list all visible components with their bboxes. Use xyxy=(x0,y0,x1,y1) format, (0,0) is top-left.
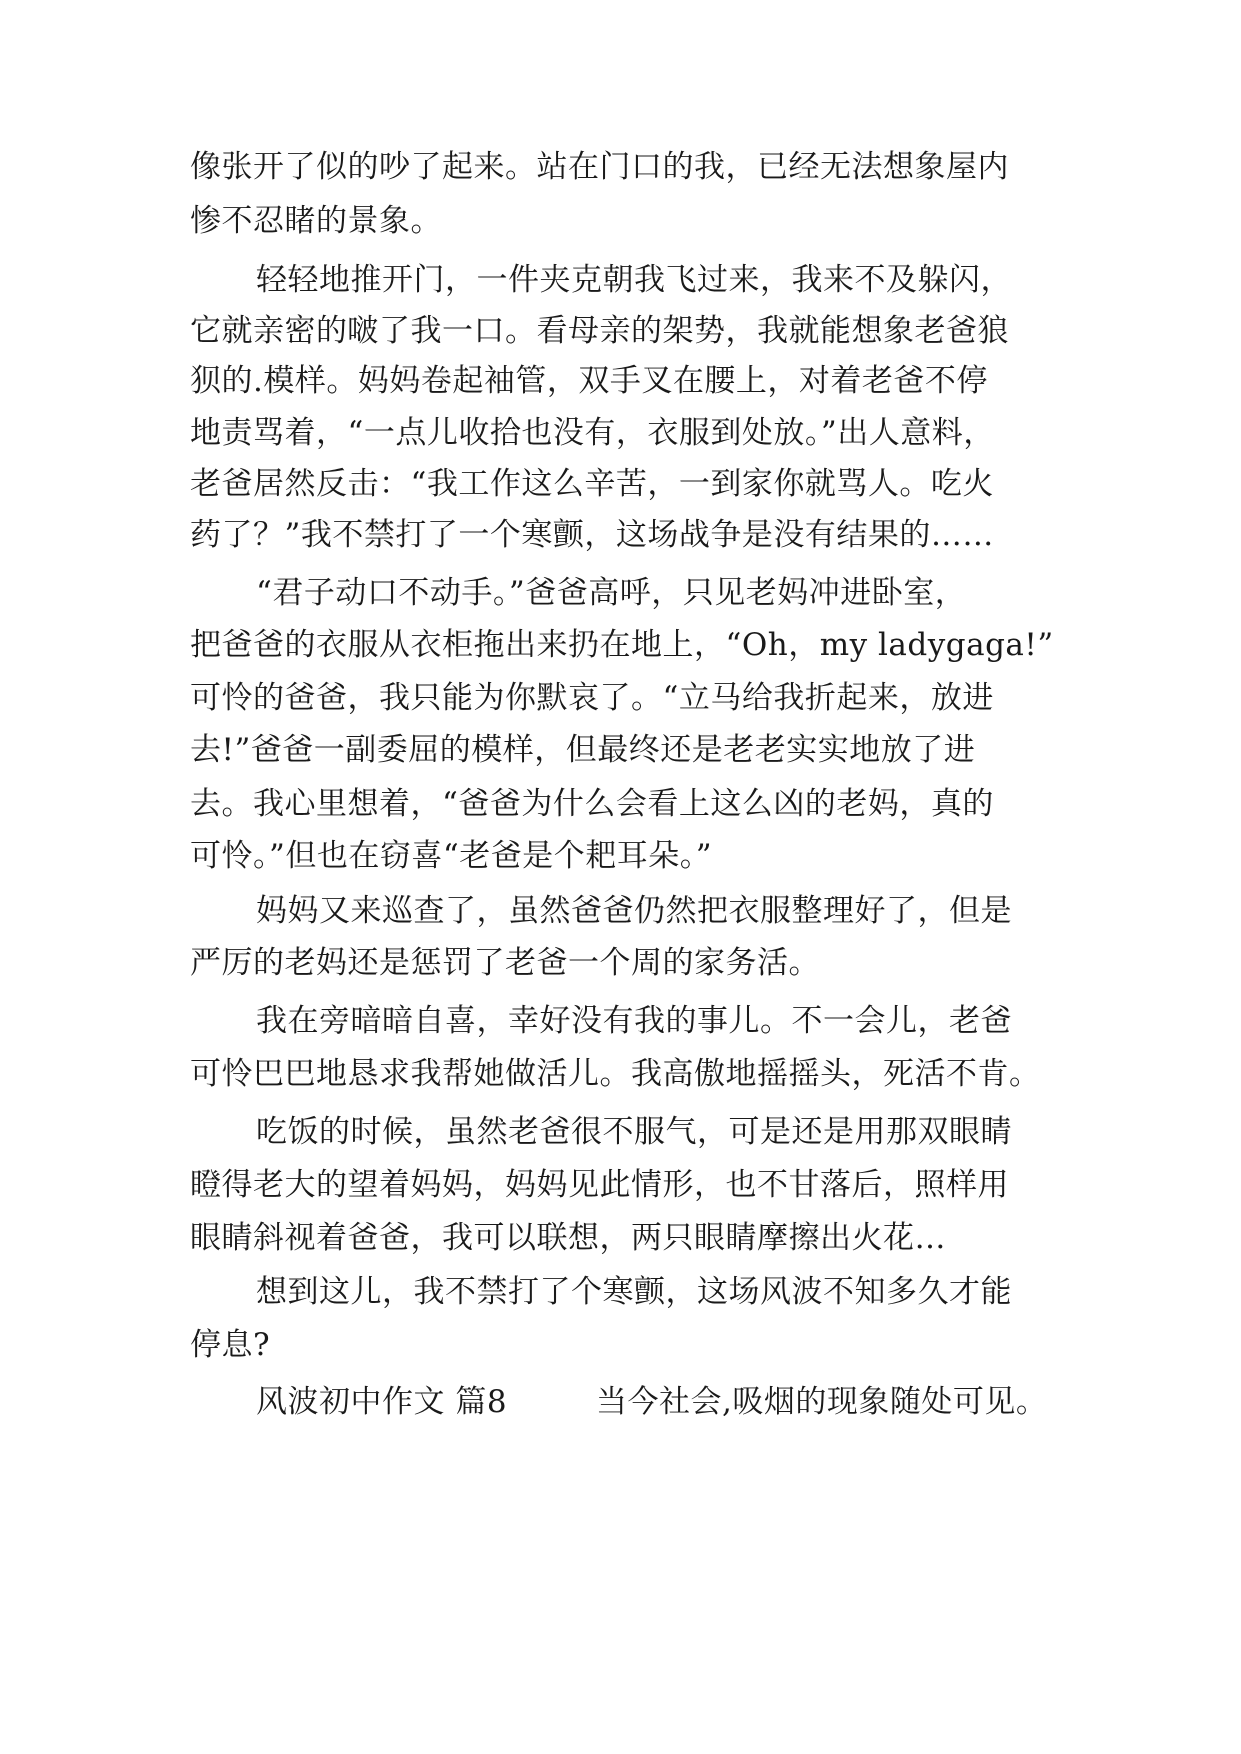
text-line: 妈妈又来巡查了，虽然爸爸仍然把衣服整理好了，但是 xyxy=(256,893,1012,929)
text-line: 惨不忍睹的景象。 xyxy=(190,203,442,239)
text-line: 严厉的老妈还是惩罚了老爸一个周的家务活。 xyxy=(190,945,820,981)
text-line: 像张开了似的吵了起来。站在门口的我，已经无法想象屋内 xyxy=(190,149,1009,185)
text-line: 把爸爸的衣服从衣柜拖出来扔在地上，“Oh，my ladygaga!” xyxy=(190,627,1054,663)
text-line: 去。我心里想着，“爸爸为什么会看上这么凶的老妈，真的 xyxy=(190,786,994,822)
text-line: 药了？”我不禁打了一个寒颤，这场战争是没有结果的…… xyxy=(190,517,994,553)
section-opening-sentence: 当今社会,吸烟的现象随处可见。 xyxy=(596,1384,1048,1420)
text-line: 去!”爸爸一副委屈的模样，但最终还是老老实实地放了进 xyxy=(190,732,976,768)
text-line: 我在旁暗暗自喜，幸好没有我的事儿。不一会儿，老爸 xyxy=(256,1003,1012,1039)
text-line: “君子动口不动手。”爸爸高呼，只见老妈冲进卧室， xyxy=(256,575,967,611)
text-line: 吃饭的时候，虽然老爸很不服气，可是还是用那双眼睛 xyxy=(256,1114,1012,1150)
text-line: 可怜巴巴地恳求我帮她做活儿。我高傲地摇摇头，死活不肯。 xyxy=(190,1056,1041,1092)
text-line: 轻轻地推开门，一件夹克朝我飞过来，我来不及躲闪， xyxy=(256,262,1012,298)
text-line: 停息? xyxy=(190,1327,271,1363)
text-line: 可怜。”但也在窃喜“老爸是个耙耳朵。” xyxy=(190,838,713,874)
text-line: 眼睛斜视着爸爸，我可以联想，两只眼睛摩擦出火花… xyxy=(190,1220,946,1256)
text-line: 狈的.模样。妈妈卷起袖管，双手叉在腰上，对着老爸不停 xyxy=(190,363,988,399)
text-line: 想到这儿，我不禁打了个寒颤，这场风波不知多久才能 xyxy=(256,1274,1012,1310)
text-line: 它就亲密的啵了我一口。看母亲的架势，我就能想象老爸狼 xyxy=(190,313,1009,349)
section-heading: 风波初中作文 篇8 xyxy=(256,1384,508,1420)
text-line: 老爸居然反击：“我工作这么辛苦，一到家你就骂人。吃火 xyxy=(190,466,994,502)
text-line: 瞪得老大的望着妈妈，妈妈见此情形，也不甘落后，照样用 xyxy=(190,1167,1009,1203)
text-line: 地责骂着，“一点儿收拾也没有，衣服到处放。”出人意料， xyxy=(190,415,995,451)
text-line: 可怜的爸爸，我只能为你默哀了。“立马给我折起来，放进 xyxy=(190,680,994,716)
